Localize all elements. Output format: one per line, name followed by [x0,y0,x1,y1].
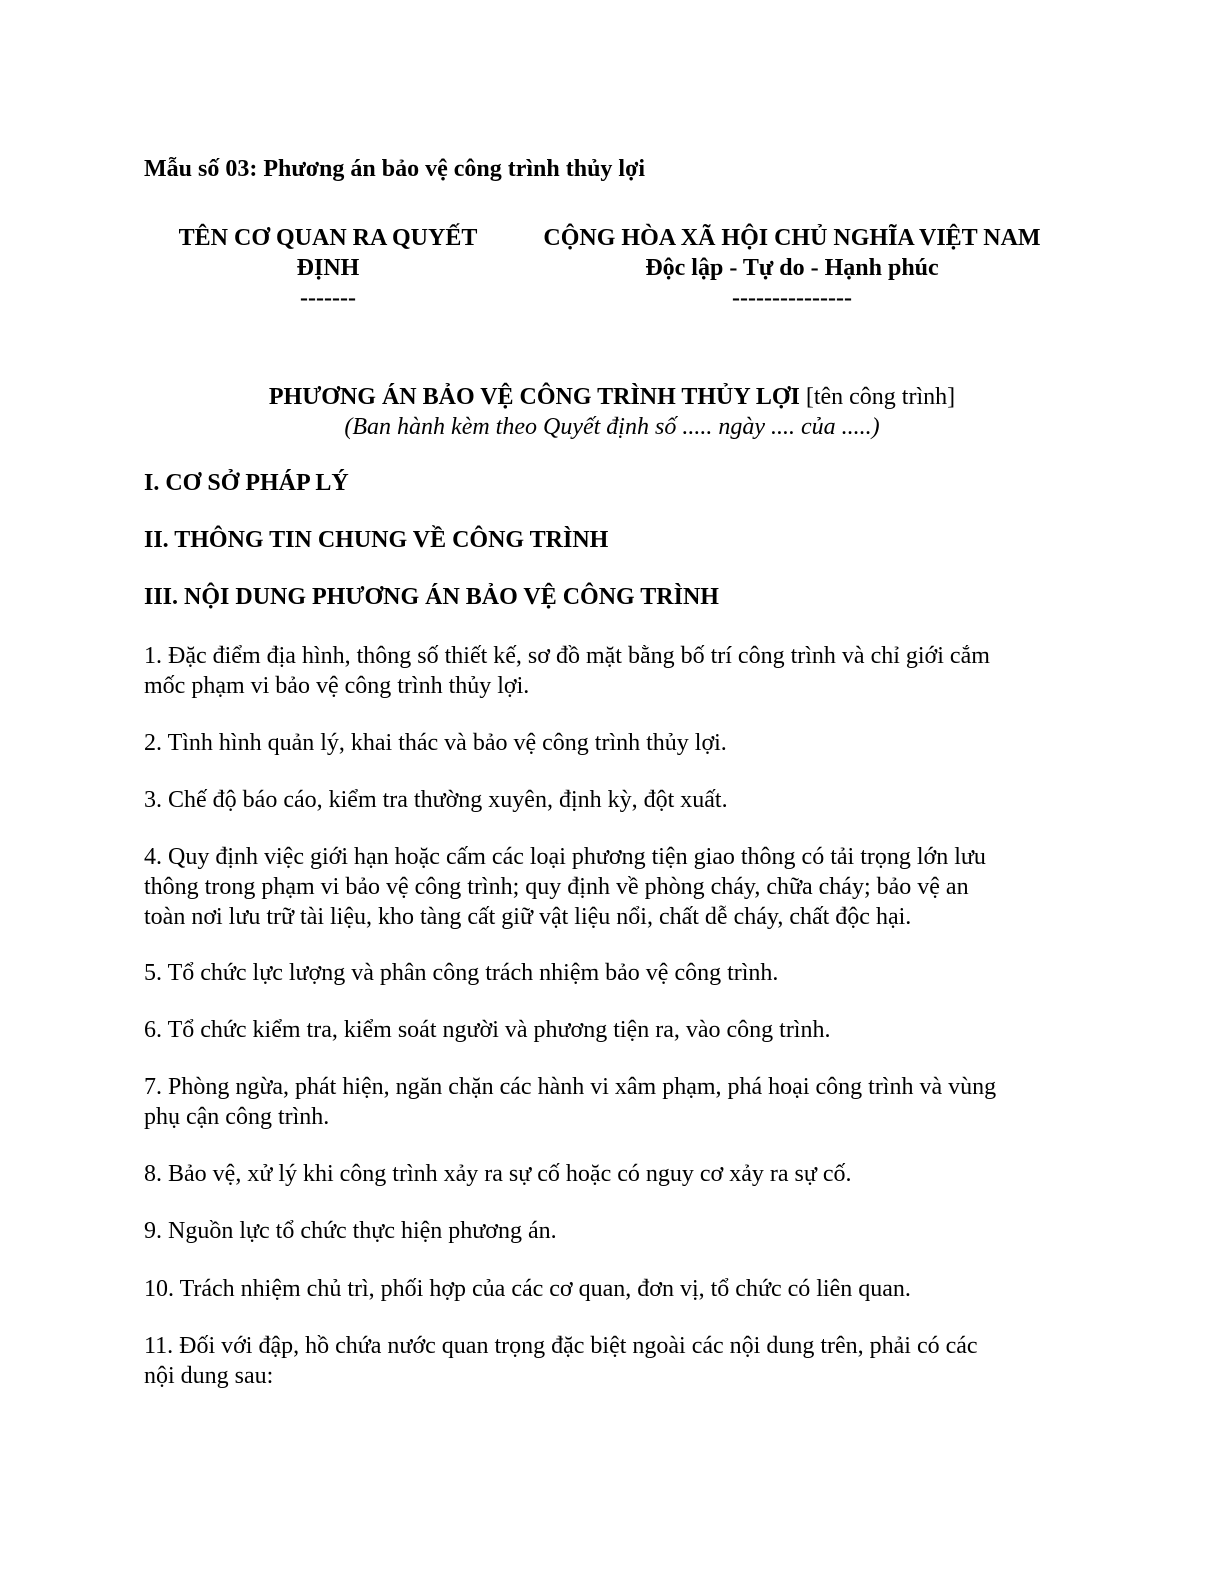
list-item [144,958,1080,988]
national-motto: Độc lập - Tự do - Hạnh phúc [645,255,939,281]
document-subtitle: (Ban hành kèm theo Quyết định số ..... ngày .... của .....) [344,414,880,440]
country-name: CỘNG HÒA XÃ HỘI CHỦ NGHĨA VIỆT NAM [543,225,1041,251]
document-title-placeholder: [tên công trình] [799,384,956,410]
list-item-line: mốc phạm vi bảo vệ công trình thủy lợi. [144,673,530,699]
list-item-line: 5. Tổ chức lực lượng và phân công trách nhiệm bảo vệ công trình. [144,960,779,986]
list-item [144,1331,1080,1391]
issuing-agency-line1: TÊN CƠ QUAN RA QUYẾT [178,225,478,251]
issuing-agency-header [144,223,512,313]
list-item [144,785,1080,815]
issuing-agency-line2: ĐỊNH [296,255,360,281]
list-item-line: toàn nơi lưu trữ tài liệu, kho tàng cất giữ vật liệu nổi, chất dễ cháy, chất độc hại. [144,904,912,930]
list-item [144,1015,1080,1045]
list-item [144,728,1080,758]
list-item [144,1072,1080,1132]
list-item [144,641,1080,701]
document-title-main: PHƯƠNG ÁN BẢO VỆ CÔNG TRÌNH THỦY LỢI [268,384,800,410]
list-item-line: 6. Tổ chức kiểm tra, kiểm soát người và phương tiện ra, vào công trình. [144,1017,831,1043]
list-item-line: 9. Nguồn lực tổ chức thực hiện phương án. [144,1218,557,1244]
list-item-line: 10. Trách nhiệm chủ trì, phối hợp của các cơ quan, đơn vị, tổ chức có liên quan. [144,1276,911,1302]
issuing-agency-rule: ------- [300,285,356,311]
section-heading-legal-basis: I. CƠ SỞ PHÁP LÝ [144,470,349,496]
list-item-line: 2. Tình hình quản lý, khai thác và bảo vệ công trình thủy lợi. [144,730,727,756]
list-item-line: phụ cận công trình. [144,1104,330,1130]
list-item [144,1159,1080,1189]
document-title-block [144,382,1080,442]
document-title [144,382,1080,412]
list-item-line: thông trong phạm vi bảo vệ công trình; quy định về phòng cháy, chữa cháy; bảo vệ an [144,874,969,900]
list-item-line: 3. Chế độ báo cáo, kiểm tra thường xuyên, định kỳ, đột xuất. [144,787,728,813]
list-item-line: 4. Quy định việc giới hạn hoặc cấm các loại phương tiện giao thông có tải trọng lớn lưu [144,844,986,870]
form-label: Mẫu số 03: Phương án bảo vệ công trình thủy lợi [144,156,646,182]
list-item-line: 1. Đặc điểm địa hình, thông số thiết kế, sơ đồ mặt bằng bố trí công trình và chỉ giới cắm [144,643,990,669]
list-item [144,1216,1080,1246]
motto-rule: --------------- [732,285,852,311]
list-item [144,1274,1080,1304]
list-item-line: 8. Bảo vệ, xử lý khi công trình xảy ra sự cố hoặc có nguy cơ xảy ra sự cố. [144,1161,852,1187]
section-heading-general-info: II. THÔNG TIN CHUNG VỀ CÔNG TRÌNH [144,527,609,553]
national-motto-header [512,223,1072,313]
list-item [144,842,1080,932]
list-item-line: 11. Đối với đập, hồ chứa nước quan trọng đặc biệt ngoài các nội dung trên, phải có các [144,1333,978,1359]
list-item-line: 7. Phòng ngừa, phát hiện, ngăn chặn các hành vi xâm phạm, phá hoại công trình và vùng [144,1074,997,1100]
section-heading-plan-content: III. NỘI DUNG PHƯƠNG ÁN BẢO VỆ CÔNG TRÌNH [144,584,719,610]
list-item-line: nội dung sau: [144,1363,274,1389]
